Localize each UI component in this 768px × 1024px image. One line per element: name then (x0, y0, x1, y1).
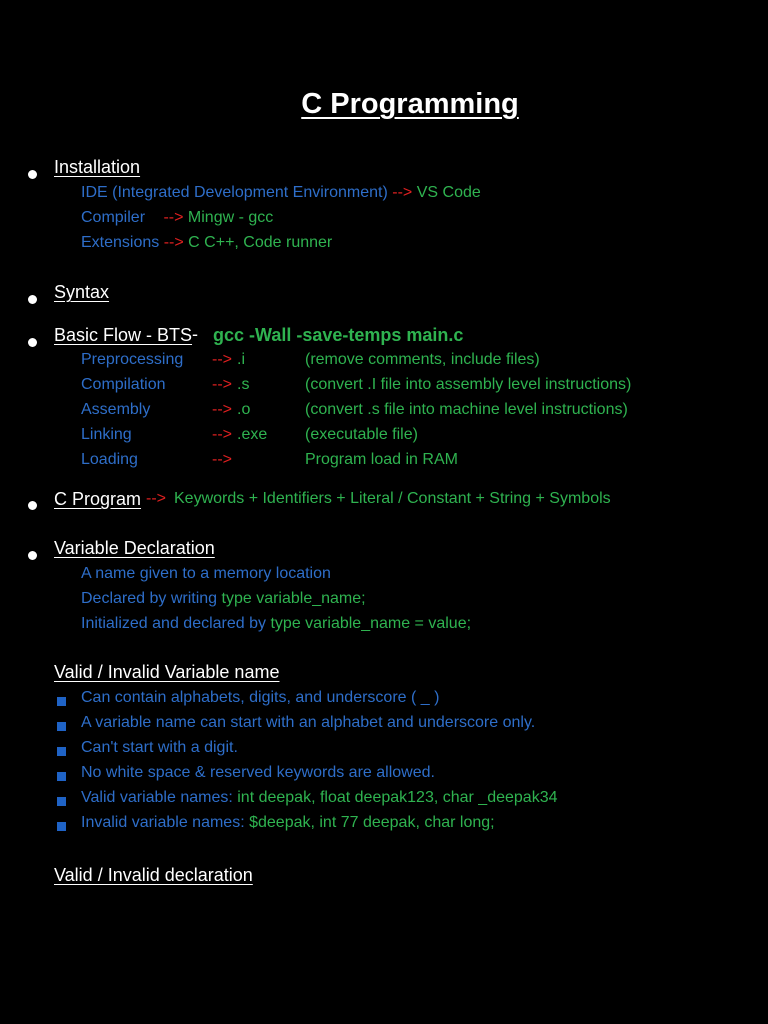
bullet-icon (28, 295, 37, 304)
bullet-icon (28, 501, 37, 510)
install-label: Compiler (81, 209, 146, 226)
bullet-icon (28, 338, 37, 347)
square-bullet-icon (57, 797, 66, 806)
rule-item: A variable name can start with an alphabet and underscore only. (81, 714, 536, 731)
declaration-line (81, 590, 366, 608)
flow-stage: Compilation (81, 376, 166, 393)
declaration-label: Declared by writing (81, 590, 218, 607)
flow-arrow: --> (212, 351, 232, 368)
bullet-icon (28, 170, 37, 179)
rule-item (81, 814, 495, 832)
rule-example: $deepak, int 77 deepak, char long; (249, 814, 495, 831)
valid-declaration-heading: Valid / Invalid declaration (54, 865, 253, 885)
flow-ext: .i (237, 351, 245, 368)
flow-arrow: --> (212, 426, 232, 443)
compile-command: gcc -Wall -save-temps main.c (213, 325, 464, 345)
c-program-components: Keywords + Identifiers + Literal / Constant + String + Symbols (174, 490, 611, 507)
flow-ext: .s (237, 376, 250, 393)
flow-stage: Linking (81, 426, 132, 443)
square-bullet-icon (57, 697, 66, 706)
square-bullet-icon (57, 722, 66, 731)
rule-label: Invalid variable names: (81, 814, 245, 831)
square-bullet-icon (57, 747, 66, 756)
declaration-code: type variable_name; (221, 590, 366, 607)
flow-stage: Assembly (81, 401, 151, 418)
flow-ext: .exe (237, 426, 268, 443)
install-row-extensions (81, 234, 332, 252)
c-program-heading: C Program (54, 489, 142, 509)
variable-declaration-heading: Variable Declaration (54, 538, 215, 558)
rule-item: No white space & reserved keywords are allowed. (81, 764, 435, 781)
valid-names-heading: Valid / Invalid Variable name (54, 662, 280, 682)
install-row-ide (81, 184, 481, 202)
square-bullet-icon (57, 822, 66, 831)
page-title: C Programming (301, 88, 519, 120)
initialization-label: Initialized and declared by (81, 615, 267, 632)
bullet-icon (28, 551, 37, 560)
install-value: Mingw - gcc (187, 209, 274, 226)
rule-label: Valid variable names: (81, 789, 233, 806)
rule-item (81, 789, 557, 807)
flow-stage: Loading (81, 451, 138, 468)
install-label: IDE (Integrated Development Environment) (81, 184, 388, 201)
install-arrow: --> (392, 184, 413, 201)
flow-desc: (executable file) (305, 426, 418, 443)
flow-ext: .o (237, 401, 251, 418)
install-row-compiler (81, 209, 273, 227)
install-arrow: --> (163, 209, 184, 226)
flow-desc: (remove comments, include files) (305, 351, 540, 368)
installation-heading: Installation (54, 157, 141, 177)
flow-desc: (convert .s file into machine level instructions) (305, 401, 628, 418)
c-program-arrow: --> (146, 490, 166, 507)
install-value: VS Code (416, 184, 481, 201)
rule-item: Can contain alphabets, digits, and underscore ( _ ) (81, 689, 440, 706)
initialization-line (81, 615, 471, 633)
rule-example: int deepak, float deepak123, char _deepak34 (237, 789, 558, 806)
flow-stage: Preprocessing (81, 351, 184, 368)
basic-flow-dash: - (192, 324, 198, 344)
syntax-heading: Syntax (54, 282, 110, 302)
flow-desc: (convert .I file into assembly level instructions) (305, 376, 632, 393)
square-bullet-icon (57, 772, 66, 781)
flow-arrow: --> (212, 376, 232, 393)
rule-item: Can't start with a digit. (81, 739, 238, 756)
install-arrow: --> (163, 234, 184, 251)
initialization-code: type variable_name = value; (270, 615, 472, 632)
install-value: C C++, Code runner (188, 234, 333, 251)
variable-definition: A name given to a memory location (81, 565, 331, 582)
basic-flow-heading: Basic Flow - BTS (54, 325, 193, 345)
flow-arrow: --> (212, 401, 232, 418)
flow-desc: Program load in RAM (305, 451, 458, 468)
install-label: Extensions (81, 234, 160, 251)
flow-arrow: --> (212, 451, 232, 468)
